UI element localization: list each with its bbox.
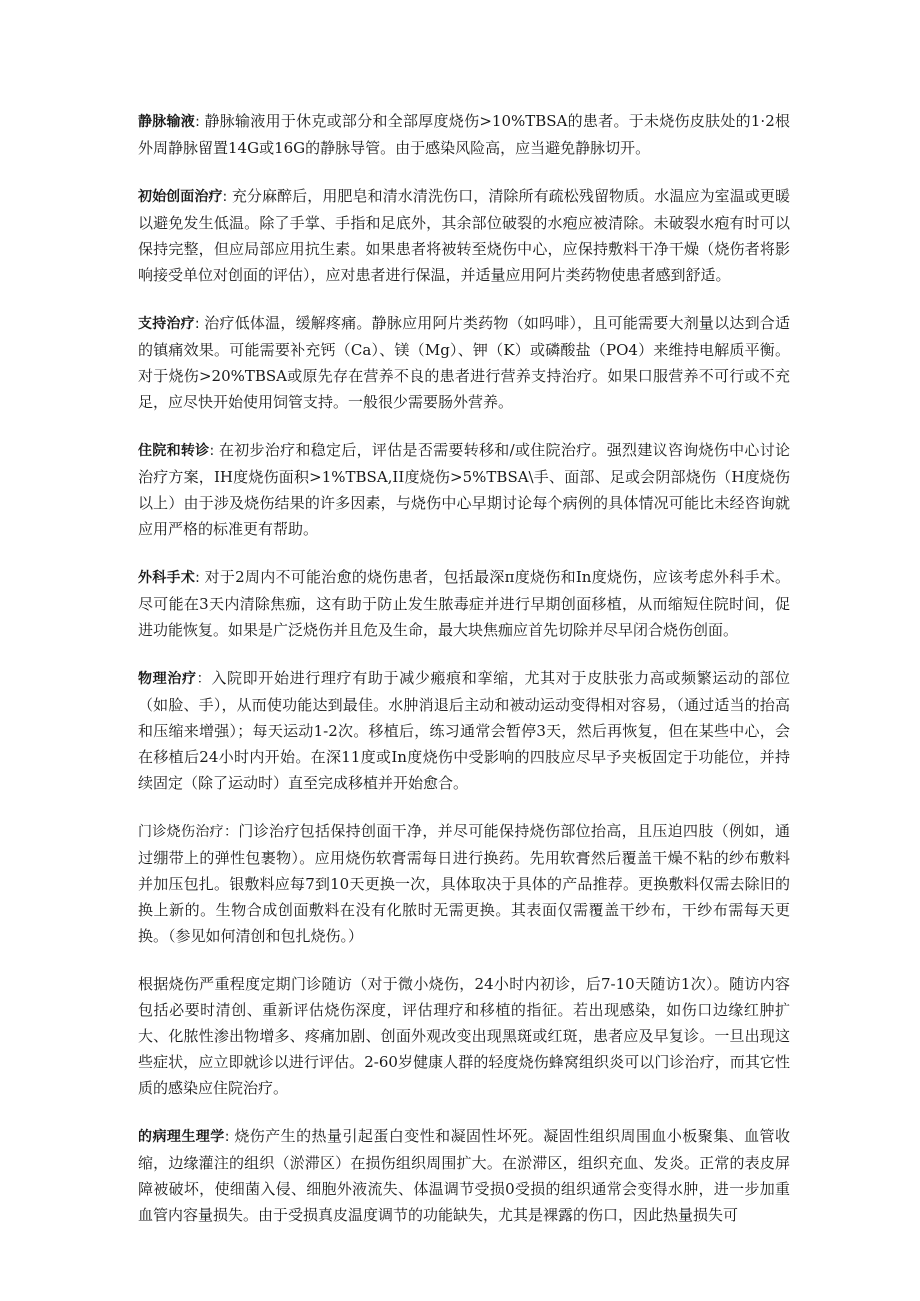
paragraph-body: 充分麻醉后，用肥皂和清水清洗伤口，清除所有疏松残留物质。水温应为室温或更暖以避免发生低温。除了手掌、手指和足底外，其余部位破裂的水疱应被清除。未破裂水疱有时可以保持完整，但应局部应用抗生素。如果患者将被转至烧伤中心，应保持敷料干净干燥（烧伤者将影响接受单位对创面的评估），应对患者进行保温，并适量应用阿片类药物使患者感到舒适。 <box>138 187 791 284</box>
paragraph-admission-referral <box>138 437 790 542</box>
heading-separator: : <box>209 443 219 459</box>
paragraph-heading: 住院和转诊 <box>138 443 210 459</box>
heading-separator: : <box>195 114 205 130</box>
paragraph-surgery <box>138 564 790 643</box>
heading-separator: : <box>224 1129 235 1145</box>
paragraph-heading: 初始创面治疗 <box>138 189 223 205</box>
paragraph-body: 根据烧伤严重程度定期门诊随访（对于微小烧伤，24小时内初诊，后7-10天随访1次）。随访内容包括必要时清创、重新评估烧伤深度，评估理疗和移植的指征。若出现感染，如伤口边缘红肿扩大、化脓性渗出物增多、疼痛加剧、创面外观改变出现黑斑或红斑，患者应及早复诊。一旦出现这些症状，应立即就诊以进行评估。2-60岁健康人群的轻度烧伤蜂窝组织炎可以门诊治疗，而其它性质的感染应住院治疗。 <box>138 975 790 1097</box>
heading-separator: : <box>195 570 205 586</box>
paragraph-heading: 静脉输液 <box>138 114 196 130</box>
paragraph-heading: 物理治疗 <box>138 671 197 687</box>
paragraph-body: 烧伤产生的热量引起蛋白变性和凝固性坏死。凝固性组织周围血小板聚集、血管收缩，边缘灌注的组织（淤滞区）在损伤组织周围扩大。在淤滞区，组织充血、发炎。正常的表皮屏障被破坏，使细菌入侵、细胞外液流失、体温调节受损0受损的组织通常会变得水肿，进一步加重血管内容量损失。由于受损真皮温度调节的功能缺失，尤其是裸露的伤口，因此热量损失可 <box>138 1127 790 1224</box>
paragraph-iv-fluids <box>138 108 790 161</box>
paragraph-heading: 外科手术 <box>138 570 196 586</box>
paragraph-body: 门诊治疗包括保持创面干净，并尽可能保持烧伤部位抬高，且压迫四肢（例如，通过绷带上的弹性包裹物）。应用烧伤软膏需每日进行换药。先用软膏然后覆盖干燥不粘的纱布敷料并加压包扎。银敷料应每7到10天更换一次，具体取决于具体的产品推荐。更换敷料仅需去除旧的换上新的。生物合成创面敷料在没有化脓时无需更换。其表面仅需覆盖干纱布，干纱布需每天更换。（参见如何清创和包扎烧伤。） <box>138 822 791 945</box>
heading-separator: ： <box>224 824 239 840</box>
heading-separator: : <box>222 189 232 205</box>
paragraph-pathophysiology <box>138 1123 790 1228</box>
paragraph-heading: 的病理生理学 <box>138 1129 225 1145</box>
paragraph-physical-therapy <box>138 665 790 796</box>
paragraph-body: 静脉输液用于休克或部分和全部厚度烧伤>10%TBSA的患者。于未烧伤皮肤处的1·2根外周静脉留置14G或16G的静脉导管。由于感染风险高，应当避免静脉切开。 <box>138 112 790 157</box>
paragraph-heading: 支持治疗 <box>138 316 195 332</box>
document-page <box>138 108 790 1250</box>
paragraph-body: 治疗低体温，缓解疼痛。静脉应用阿片类药物（如吗啡），且可能需要大剂量以达到合适的镇痛效果。可能需要补充钙（Ca）、镁（Mg）、钾（K）或磷酸盐（PO4）来维持电解质平衡。对于烧伤>20%TBSA或原先存在营养不良的患者进行营养支持治疗。如果口服营养不可行或不充足，应尽快开始使用饲管支持。一般很少需要肠外营养。 <box>138 314 790 411</box>
paragraph-initial-wound-care <box>138 183 790 288</box>
paragraph-outpatient-care <box>138 818 790 949</box>
paragraph-follow-up <box>138 971 790 1101</box>
paragraph-body: 对于2周内不可能治愈的烧伤患者，包括最深π度烧伤和In度烧伤，应该考虑外科手术。尽可能在3天内清除焦痂，这有助于防止发生脓毒症并进行早期创面移植，从而缩短住院时间，促进功能恢复。如果是广泛烧伤并且危及生命，最大块焦痂应首先切除并尽早闭合烧伤创面。 <box>138 568 791 639</box>
paragraph-heading: 门诊烧伤治疗 <box>138 824 224 840</box>
paragraph-body: 在初步治疗和稳定后，评估是否需要转移和/或住院治疗。强烈建议咨询烧伤中心讨论治疗方案，IH度烧伤面积>1%TBSA,II度烧伤>5%TBSA\手、面部、足或会阴部烧伤（H度烧伤以上）由于涉及烧伤结果的许多因素，与烧伤中心早期讨论每个病例的具体情况可能比未经咨询就应用严格的标准更有帮助。 <box>138 441 790 538</box>
paragraph-supportive-care <box>138 310 790 415</box>
heading-separator: : <box>194 316 205 332</box>
heading-separator: ： <box>196 671 212 687</box>
paragraph-body: 入院即开始进行理疗有助于减少瘢痕和挛缩，尤其对于皮肤张力高或频繁运动的部位（如脸、手），从而使功能达到最佳。水肿消退后主动和被动运动变得相对容易，（通过适当的抬高和压缩来增强）；每天运动1-2次。移植后，练习通常会暂停3天，然后再恢复，但在某些中心，会在移植后24小时内开始。在深11度或In度烧伤中受影响的四肢应尽早予夹板固定于功能位，并持续固定（除了运动时）直至完成移植并开始愈合。 <box>138 669 791 792</box>
